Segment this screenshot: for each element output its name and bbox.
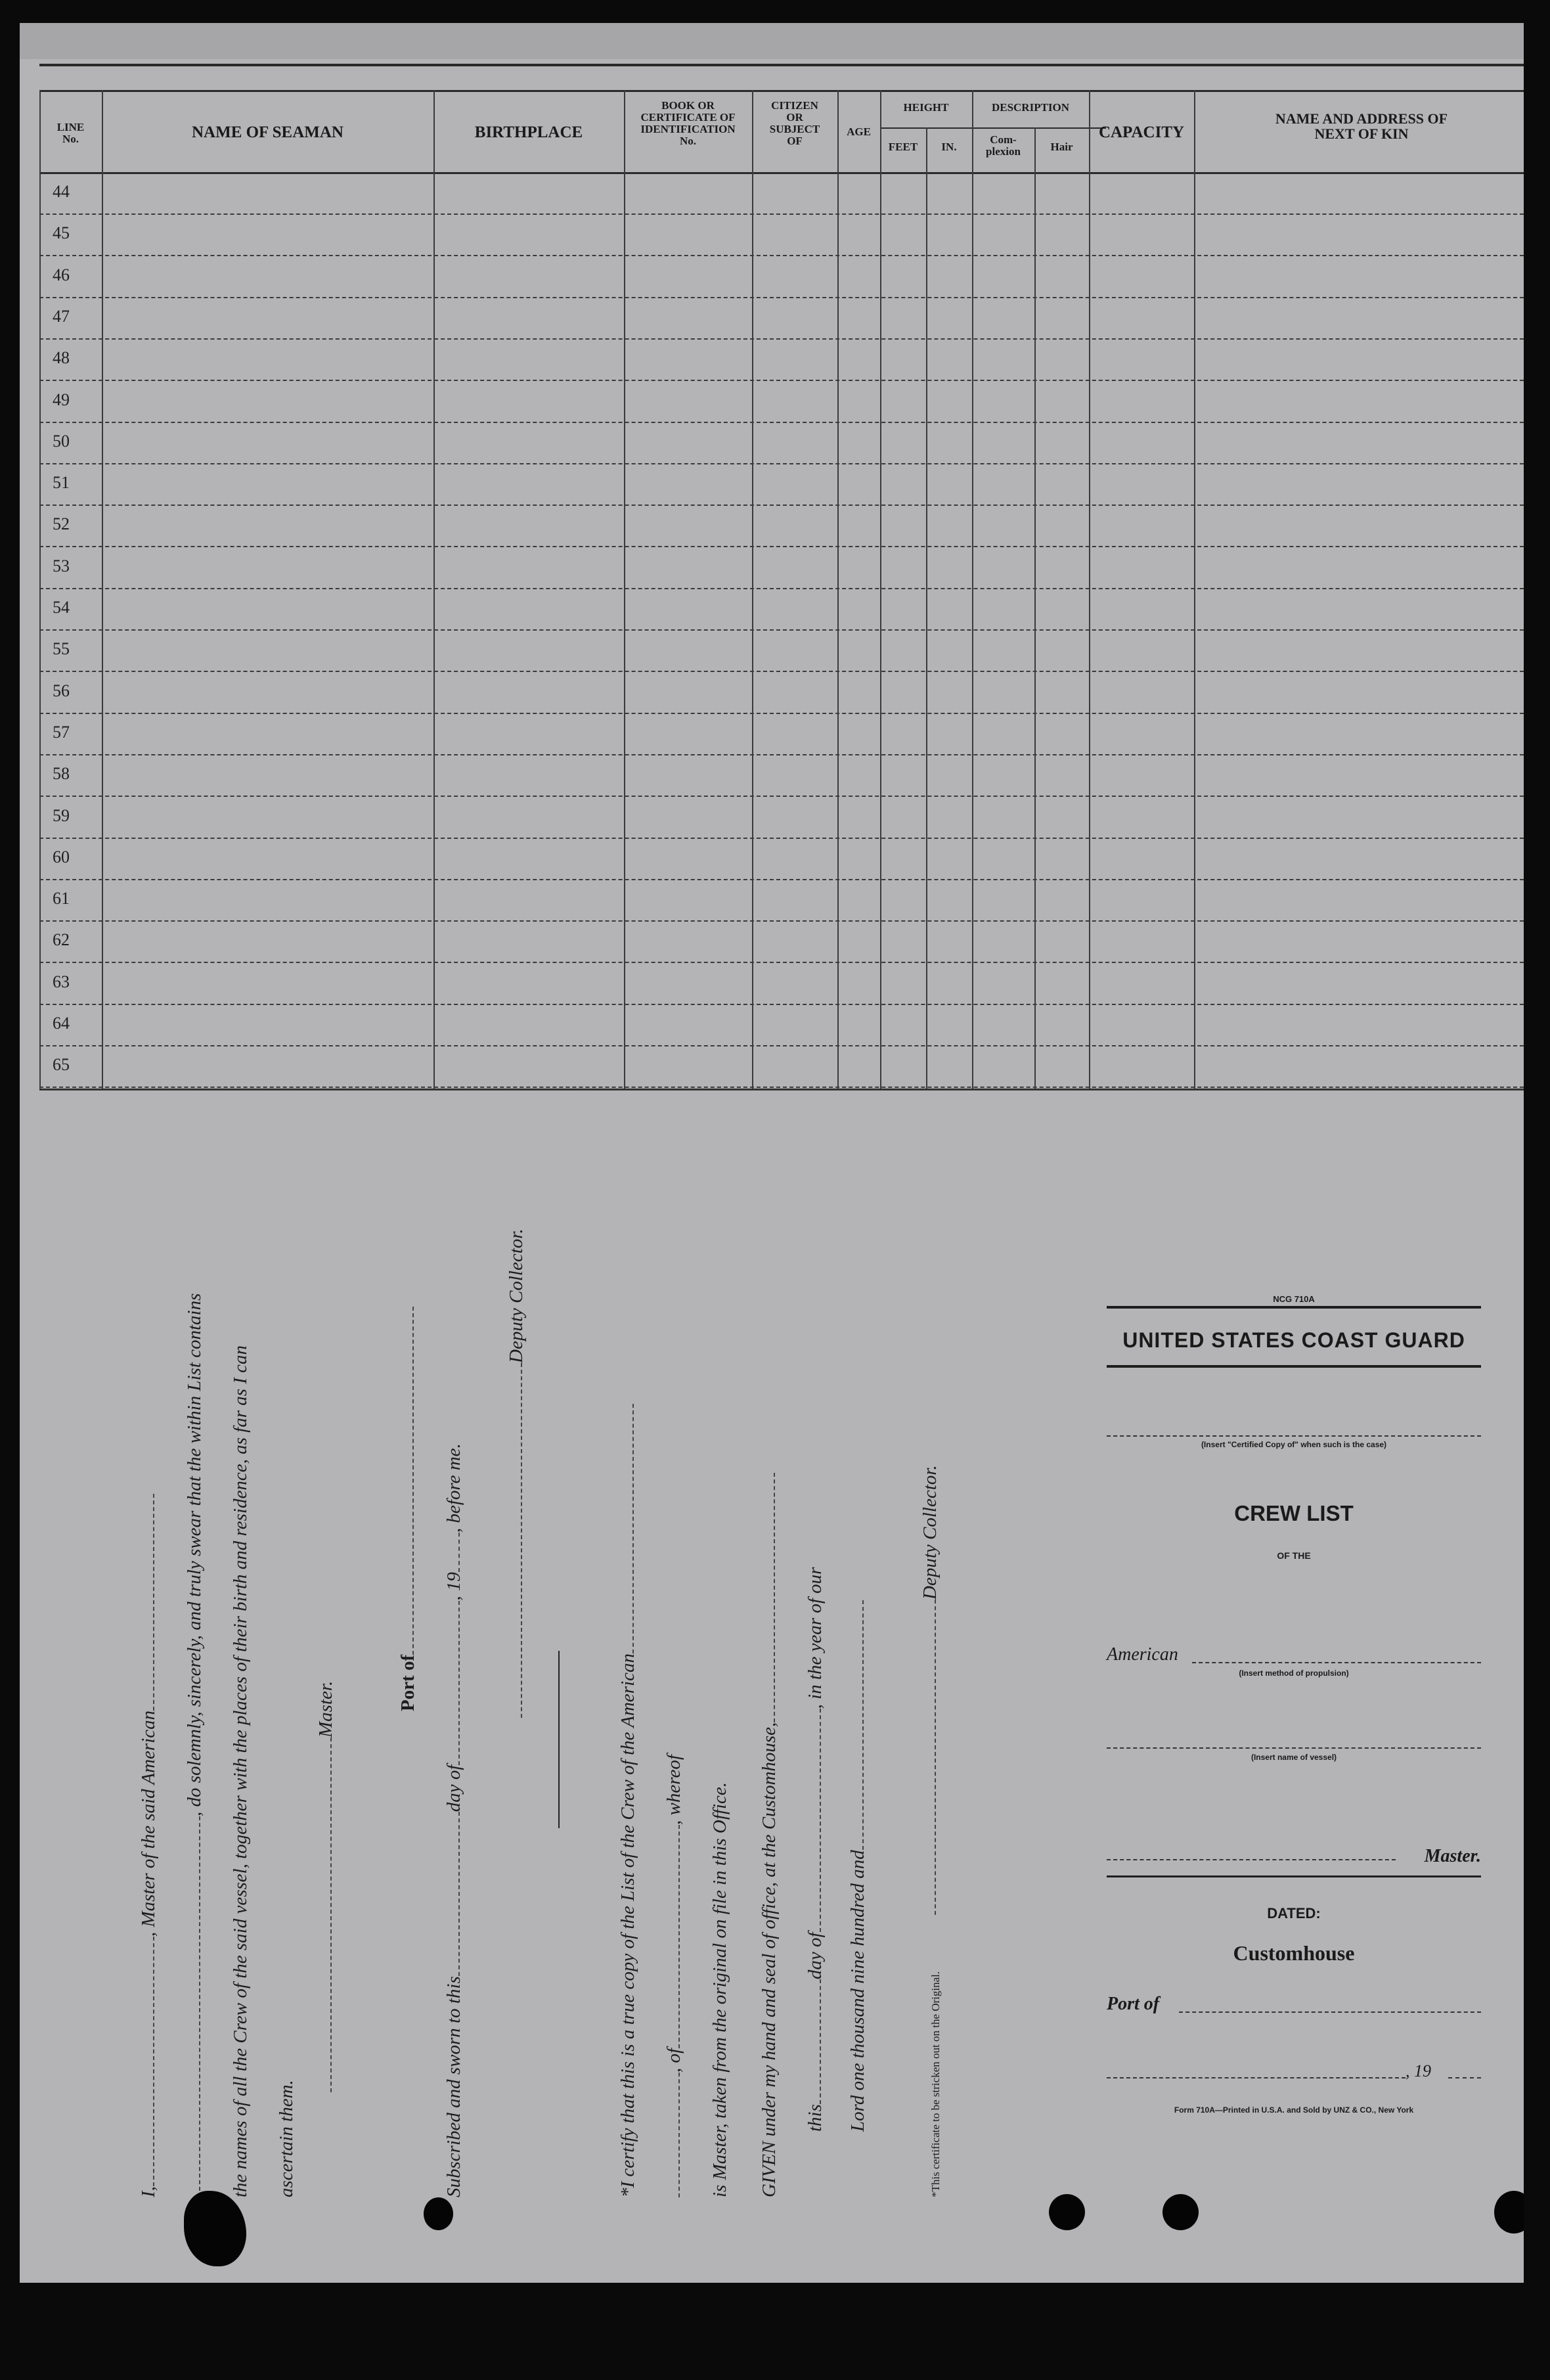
- line-number: 50: [53, 431, 70, 451]
- header-line-no: LINE No.: [56, 121, 85, 145]
- oath-line-4: ascertain them.: [276, 2080, 297, 2197]
- port-line: [1179, 2011, 1481, 2013]
- table-row: [39, 798, 1524, 839]
- line-number: 60: [53, 847, 70, 866]
- master-label: Master.: [1424, 1846, 1481, 1866]
- table-row: [39, 756, 1524, 797]
- cover-rule-bottom: [1107, 1365, 1481, 1368]
- line-number: 53: [53, 556, 70, 575]
- table-row: [39, 840, 1524, 880]
- vessel-name-line: [1107, 1747, 1481, 1749]
- port-of-label-cover: Port of: [1107, 1994, 1160, 2014]
- line-number: 48: [53, 348, 70, 368]
- table-row: [39, 340, 1524, 381]
- propulsion-line: [1192, 1662, 1481, 1663]
- table-row: [39, 1047, 1524, 1088]
- line-number: 55: [53, 639, 70, 659]
- dated-label: DATED:: [1267, 1905, 1321, 1921]
- punch-hole: [1494, 2191, 1524, 2234]
- insert-propulsion-note: (Insert method of propulsion): [1239, 1669, 1349, 1678]
- footnote: *This certificate to be stricken out on the Original.: [929, 1971, 942, 2197]
- line-number: 49: [53, 390, 70, 409]
- oath-line-3: the names of all the Crew of the said vessel, together with the places of their birth and residence, as far as I can: [230, 1345, 251, 2197]
- insert-vessel-note: (Insert name of vessel): [1251, 1753, 1337, 1762]
- master-rule: [1107, 1875, 1481, 1877]
- line-number: 51: [53, 473, 70, 493]
- table-row: [39, 549, 1524, 589]
- table-body: [39, 174, 1524, 1089]
- line-number: 63: [53, 972, 70, 991]
- oath-line-1: I,, Master of the said American: [138, 1494, 160, 2197]
- line-number: 52: [53, 514, 70, 534]
- deputy-collector-line-1: Deputy Collector.: [506, 1228, 527, 1718]
- is-master-line: is Master, taken from the original on file in this Office.: [709, 1782, 730, 2197]
- table-row: [39, 590, 1524, 631]
- header-inches: IN.: [941, 141, 957, 153]
- table-top-rule: [39, 64, 1524, 66]
- line-number: 62: [53, 930, 70, 950]
- of-the-label: OF THE: [1277, 1550, 1311, 1561]
- line-number: 65: [53, 1055, 70, 1075]
- table-row: [39, 299, 1524, 340]
- year-line: [1448, 2077, 1481, 2078]
- header-feet: FEET: [888, 141, 918, 153]
- table-row: [39, 964, 1524, 1005]
- line-number: 64: [53, 1014, 70, 1033]
- table-row: [39, 1006, 1524, 1046]
- punch-hole: [424, 2197, 453, 2230]
- line-number: 46: [53, 265, 70, 284]
- header-birthplace: BIRTHPLACE: [474, 123, 583, 141]
- table-row: [39, 922, 1524, 963]
- table-row: [39, 673, 1524, 714]
- date-line: [1107, 2077, 1406, 2078]
- table-row: [39, 215, 1524, 256]
- line-number: 57: [53, 722, 70, 742]
- table-row: [39, 382, 1524, 423]
- line-number: 45: [53, 223, 70, 243]
- line-number: 44: [53, 182, 70, 201]
- header-description: DESCRIPTION: [991, 101, 1070, 114]
- punch-hole: [1049, 2194, 1085, 2230]
- port-of-label: Port of: [397, 1307, 419, 1711]
- table-bottom-rule: [39, 1089, 1524, 1090]
- customhouse-label: Customhouse: [1233, 1941, 1355, 1965]
- certified-copy-line: [1107, 1435, 1481, 1437]
- table-row: [39, 506, 1524, 547]
- header-name-of-seaman: NAME OF SEAMAN: [191, 123, 343, 141]
- printer-imprint: Form 710A—Printed in U.S.A. and Sold by UNZ & CO., New York: [1174, 2105, 1414, 2115]
- line-number: 56: [53, 681, 70, 700]
- american-label: American: [1107, 1644, 1178, 1665]
- form-code: NCG 710A: [1273, 1294, 1315, 1304]
- of-whereof-line: , of, whereof: [663, 1755, 685, 2197]
- insert-certified-note: (Insert "Certified Copy of" when such is the case): [1201, 1440, 1387, 1449]
- table-row: [39, 715, 1524, 755]
- cover-rule-top: [1107, 1306, 1481, 1309]
- section-divider: [558, 1651, 560, 1828]
- table-header-top-rule: [39, 90, 1524, 92]
- table-row: [39, 881, 1524, 922]
- header-complexion: Com- plexion: [986, 133, 1021, 158]
- master-signature-line: Master.: [315, 1681, 337, 2092]
- table-row: [39, 424, 1524, 464]
- subheader-rule: [880, 127, 1106, 129]
- header-book-or-certificate: BOOK OR CERTIFICATE OF IDENTIFICATION No.: [640, 99, 736, 147]
- year-label: , 19: [1406, 2061, 1431, 2080]
- certify-line: *I certify that this is a true copy of the List of the Crew of the American: [617, 1404, 639, 2197]
- header-next-of-kin: NAME AND ADDRESS OF NEXT OF KIN: [1275, 110, 1448, 143]
- line-number: 59: [53, 805, 70, 825]
- subscribed-line: Subscribed and sworn to thisday of, 19, before me.: [443, 1443, 464, 2197]
- oath-section: [112, 1199, 1097, 2217]
- header-hair: Hair: [1050, 141, 1073, 153]
- agency-title: UNITED STATES COAST GUARD: [1122, 1328, 1465, 1352]
- table-row: [39, 174, 1524, 215]
- line-number: 54: [53, 598, 70, 617]
- line-number: 61: [53, 889, 70, 909]
- master-name-line: [1107, 1859, 1396, 1860]
- crew-list-title: CREW LIST: [1234, 1501, 1354, 1525]
- line-number: 47: [53, 306, 70, 326]
- header-capacity: CAPACITY: [1098, 123, 1185, 141]
- table-row: [39, 258, 1524, 298]
- top-margin-band: [20, 23, 1524, 59]
- crew-table: [39, 64, 1524, 1089]
- header-citizen-or-subject: CITIZEN OR SUBJECT OF: [769, 99, 820, 147]
- line-number: 58: [53, 764, 70, 784]
- oath-line-2: , do solemnly, sincerely, and truly swear that the within List contains: [184, 1293, 206, 2197]
- table-row: [39, 465, 1524, 506]
- crew-list-sheet: [20, 23, 1524, 2283]
- this-day-line: thisday of, in the year of our: [805, 1567, 826, 2132]
- table-row: [39, 631, 1524, 672]
- header-age: AGE: [847, 125, 871, 138]
- given-line: GIVEN under my hand and seal of office, at the Customhouse,: [759, 1473, 780, 2197]
- header-height: HEIGHT: [903, 101, 949, 114]
- punch-hole: [1162, 2194, 1199, 2230]
- lord-line: Lord one thousand nine hundred and: [847, 1600, 869, 2132]
- deputy-collector-line-2: Deputy Collector.: [919, 1465, 941, 1915]
